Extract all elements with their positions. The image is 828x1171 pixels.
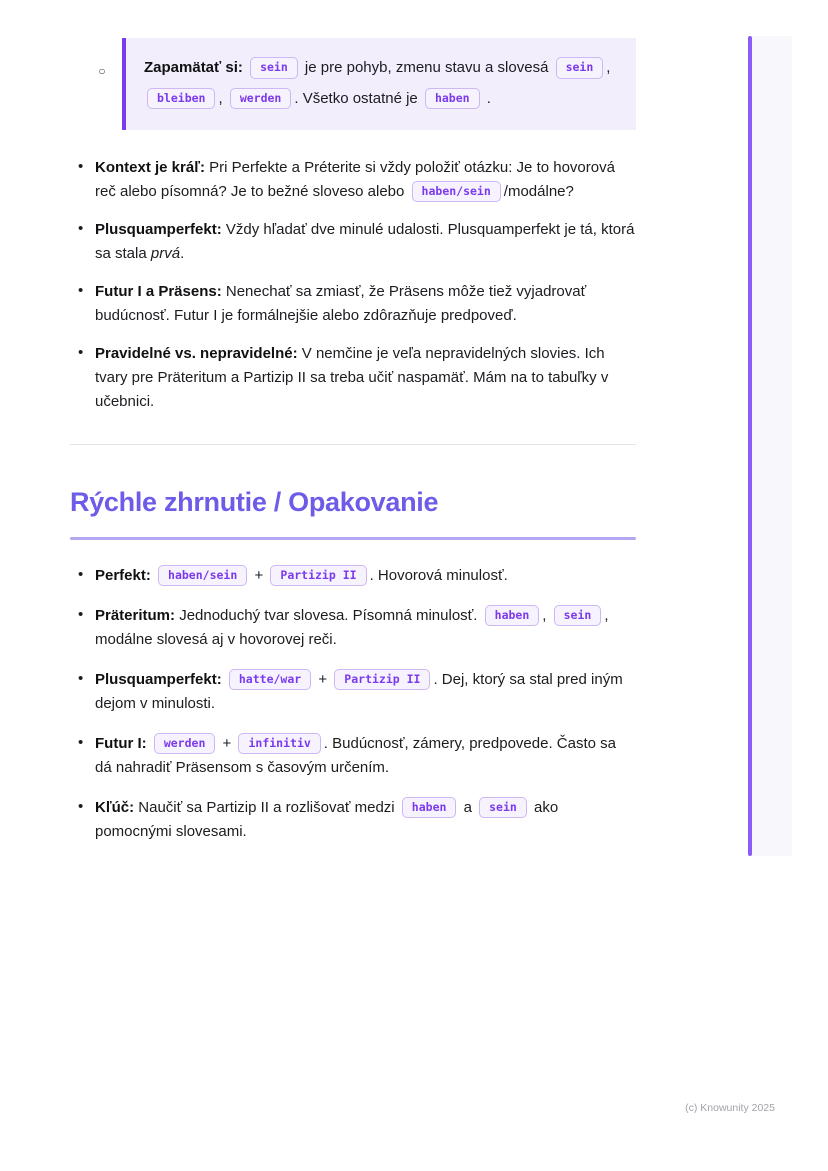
text-segment: +: [218, 734, 236, 752]
list-item: [70, 564, 636, 588]
code-chip: haben: [402, 797, 457, 819]
text-segment: . Hovorová minulosť.: [369, 566, 508, 584]
bullet-marker: •: [78, 219, 84, 237]
code-chip: sein: [554, 605, 602, 627]
bullet-marker: •: [78, 605, 84, 623]
bold-segment: Futur I a Präsens:: [95, 282, 226, 300]
bullet-marker: •: [78, 733, 84, 751]
text-segment: ,: [542, 606, 551, 624]
list-item-text: [95, 159, 615, 200]
bullet-marker: •: [78, 281, 84, 299]
text-segment: +: [250, 566, 268, 584]
list-item-text: [95, 735, 616, 776]
code-chip: werden: [154, 733, 216, 755]
bold-segment: Plusquamperfekt:: [95, 670, 226, 688]
bullet-marker: •: [78, 565, 84, 583]
code-chip: Partizip II: [334, 669, 430, 691]
callout-row: [70, 38, 636, 130]
list-item: [70, 280, 636, 328]
text-segment: Vždy hľadať dve minulé udalosti. Plusquamperfekt je tá, ktorá sa stala: [95, 220, 635, 262]
text-segment: ako pomocnými slovesami.: [95, 798, 559, 840]
code-chip: haben/sein: [158, 565, 247, 587]
callout-note: [122, 38, 636, 130]
bold-segment: Kontext je kráľ:: [95, 158, 210, 176]
text-segment: +: [314, 670, 332, 688]
list-item: [70, 342, 636, 414]
code-chip: haben: [425, 88, 480, 110]
section-divider: [70, 444, 636, 445]
list-item: [70, 732, 636, 780]
code-chip: sein: [250, 57, 298, 79]
list-item-text: [95, 345, 608, 410]
text-segment: a: [459, 798, 477, 816]
footer-credit: (c) Knowunity 2025: [685, 1102, 775, 1114]
text-segment: je pre pohyb, zmenu stavu a slovesá: [300, 59, 553, 76]
text-segment: .: [180, 244, 185, 262]
list-item: [70, 218, 636, 266]
list-item: [70, 604, 636, 652]
bold-segment: Futur I:: [95, 734, 151, 752]
text-segment: ,: [218, 89, 227, 107]
text-segment: . Budúcnosť, zámery, predpovede. Často sa dá nahradiť Präsensom s časovým určením.: [95, 734, 616, 776]
bullet-marker: •: [78, 669, 84, 687]
bullet-marker: •: [78, 157, 84, 175]
list-item-text: [95, 567, 508, 584]
heading-underline: [70, 537, 636, 540]
code-chip: infinitiv: [238, 733, 320, 755]
document-content: [70, 0, 636, 860]
code-chip: sein: [479, 797, 527, 819]
code-chip: bleiben: [147, 88, 215, 110]
notes-list: [70, 156, 636, 414]
list-item: [70, 668, 636, 716]
list-item: [70, 796, 636, 844]
list-item-text: [95, 799, 558, 840]
list-item-text: [95, 283, 586, 324]
bold-segment: Pravidelné vs. nepravidelné:: [95, 344, 302, 362]
bold-segment: Zapamätať si:: [144, 59, 248, 76]
text-segment: Jednoduchý tvar slovesa. Písomná minulosť.: [179, 606, 482, 624]
text-segment: Naučiť sa Partizip II a rozlišovať medzi: [138, 798, 399, 816]
text-segment: /modálne?: [503, 182, 574, 200]
code-chip: sein: [556, 57, 604, 79]
text-segment: Pri Perfekte a Préterite si vždy položiť otázku: Je to hovorová reč alebo písomná? Je to bežné sloveso alebo: [95, 158, 615, 200]
code-chip: hatte/war: [229, 669, 311, 691]
bold-segment: Präteritum:: [95, 606, 180, 624]
bullet-marker: •: [78, 343, 84, 361]
text-segment: , modálne slovesá aj v hovorovej reči.: [95, 606, 609, 648]
scrollbar-thumb[interactable]: [748, 36, 752, 856]
bold-segment: Kľúč:: [95, 798, 139, 816]
bullet-marker: •: [78, 797, 84, 815]
text-segment: .: [482, 89, 491, 107]
text-segment: Nenechať sa zmiasť, že Präsens môže tiež vyjadrovať budúcnosť. Futur I je formálnejšie alebo zdôrazňuje predpoveď.: [95, 282, 587, 324]
bold-segment: Perfekt:: [95, 566, 156, 584]
code-chip: haben/sein: [412, 181, 501, 203]
bold-segment: Plusquamperfekt:: [95, 220, 226, 238]
list-item: [70, 156, 636, 204]
code-chip: Partizip II: [270, 565, 366, 587]
page-edge-column: [752, 36, 792, 856]
text-segment: . Všetko ostatné je: [294, 89, 422, 107]
code-chip: werden: [230, 88, 292, 110]
text-segment: ,: [606, 59, 611, 76]
text-segment: . Dej, ktorý sa stal pred iným dejom v minulosti.: [95, 670, 623, 712]
code-chip: haben: [485, 605, 540, 627]
list-item-text: [95, 671, 623, 712]
list-item-text: [95, 221, 634, 262]
italic-segment: prvá: [150, 244, 181, 262]
section-heading: Rýchle zhrnutie / Opakovanie: [70, 486, 439, 517]
text-segment: V nemčine je veľa nepravidelných slovies. Ich tvary pre Präteritum a Partizip II sa treba učiť naspamäť. Mám na to tabuľky v učebnici.: [95, 344, 609, 410]
list-item-text: [95, 607, 608, 648]
summary-list: [70, 564, 636, 844]
circle-list-marker: ○: [98, 64, 106, 78]
